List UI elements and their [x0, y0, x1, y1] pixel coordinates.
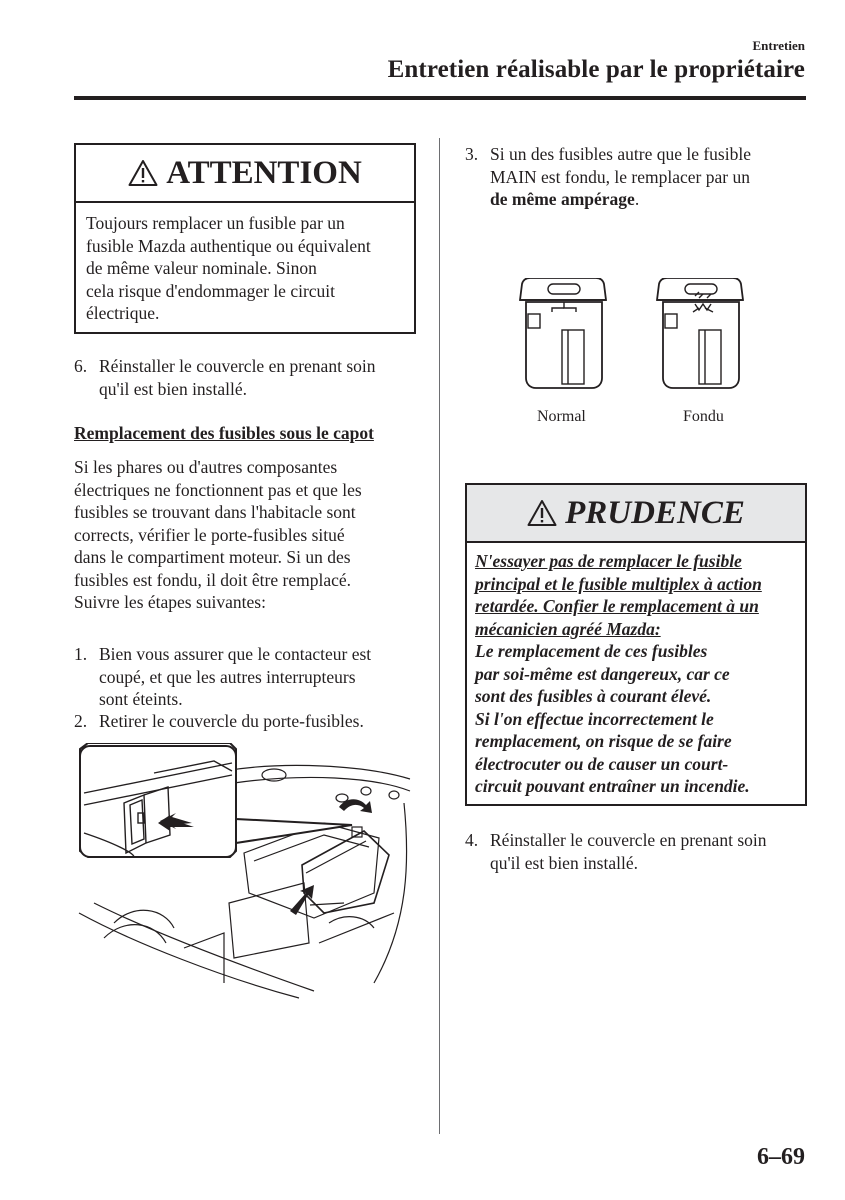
prudence-header [467, 485, 805, 543]
header-rule [74, 96, 806, 100]
intro-line: Suivre les étapes suivantes: [74, 592, 266, 612]
step-number: 4. [465, 830, 479, 850]
step-number: 2. [74, 711, 88, 731]
attention-box [74, 143, 416, 334]
step-line: MAIN est fondu, le remplacer par un [490, 166, 750, 187]
punctuation: . [634, 189, 640, 209]
prudence-underlined-line: retardée. Confier le remplacement à un [475, 596, 759, 616]
fuse-blown-icon [655, 278, 745, 390]
prudence-line: Le remplacement de ces fusibles [475, 641, 708, 661]
intro-line: fusibles se trouvant dans l'habitacle sont [74, 502, 356, 522]
prudence-line: Si l'on effectue incorrectement le [475, 708, 714, 729]
step-line: Réinstaller le couvercle en prenant soin [99, 356, 376, 376]
intro-paragraph [74, 456, 419, 614]
prudence-underlined-line: mécanicien agréé Mazda: [475, 618, 661, 639]
emphasis-bold: de même ampérage [490, 189, 635, 209]
prudence-line: remplacement, on risque de se faire [475, 731, 732, 751]
prudence-box [465, 483, 807, 806]
step-line: sont éteints. [99, 689, 183, 709]
attention-title: ATTENTION [166, 154, 362, 191]
page-title: Entretien réalisable par le propriétaire [387, 56, 805, 83]
attention-line: Toujours remplacer un fusible par un [86, 213, 345, 233]
warning-triangle-icon [527, 499, 557, 527]
section-label: Entretien [752, 38, 805, 53]
prudence-line: par soi-même est dangereux, car ce [475, 663, 730, 684]
step-2 [74, 710, 416, 733]
attention-line: fusible Mazda authentique ou équivalent [86, 235, 371, 256]
prudence-underlined-line: N'essayer pas de remplacer le fusible [475, 551, 742, 571]
step-line: coupé, et que les autres interrupteurs [99, 666, 356, 687]
prudence-underlined-line: principal et le fusible multiplex à action [475, 573, 762, 594]
intro-line: Si les phares ou d'autres composantes [74, 457, 338, 477]
step-4 [465, 829, 810, 874]
engine-fuse-box-illustration [74, 743, 414, 1001]
step-6 [74, 355, 416, 400]
step-line: Bien vous assurer que le contacteur est [99, 644, 372, 664]
prudence-line: sont des fusibles à courant élevé. [475, 686, 712, 706]
warning-triangle-icon [128, 159, 158, 187]
step-number: 3. [465, 144, 479, 164]
step-line [490, 188, 810, 211]
subheading: Remplacement des fusibles sous le capot [74, 423, 374, 443]
step-line: Si un des fusibles autre que le fusible [490, 144, 751, 164]
intro-line: électriques ne fonctionnent pas et que les [74, 479, 362, 500]
step-number: 1. [74, 644, 88, 664]
step-3 [465, 143, 810, 211]
attention-line: électrique. [86, 303, 160, 323]
fuse-normal-label: Normal [537, 408, 586, 425]
step-number: 6. [74, 356, 88, 376]
attention-line: cela risque d'endommager le circuit [86, 280, 336, 301]
step-line: qu'il est bien installé. [99, 378, 247, 399]
column-divider [439, 138, 440, 1134]
step-line: qu'il est bien installé. [490, 852, 638, 873]
attention-line: de même valeur nominale. Sinon [86, 258, 317, 278]
attention-header [76, 145, 414, 203]
fuse-normal-icon [518, 278, 608, 390]
step-line: Retirer le couvercle du porte-fusibles. [99, 711, 364, 731]
intro-line: dans le compartiment moteur. Si un des [74, 547, 351, 567]
prudence-line: circuit pouvant entraîner un incendie. [475, 776, 750, 796]
fuse-blown-label: Fondu [683, 408, 724, 425]
page-number: 6–69 [757, 1144, 805, 1170]
prudence-title: PRUDENCE [565, 494, 745, 531]
prudence-text [467, 543, 805, 798]
intro-line: corrects, vérifier le porte-fusibles situé [74, 524, 345, 545]
prudence-line: électrocuter ou de causer un court- [475, 753, 729, 774]
attention-text [76, 203, 414, 325]
step-1 [74, 643, 416, 711]
intro-line: fusibles est fondu, il doit être remplacé. [74, 569, 352, 590]
step-line: Réinstaller le couvercle en prenant soin [490, 830, 767, 850]
